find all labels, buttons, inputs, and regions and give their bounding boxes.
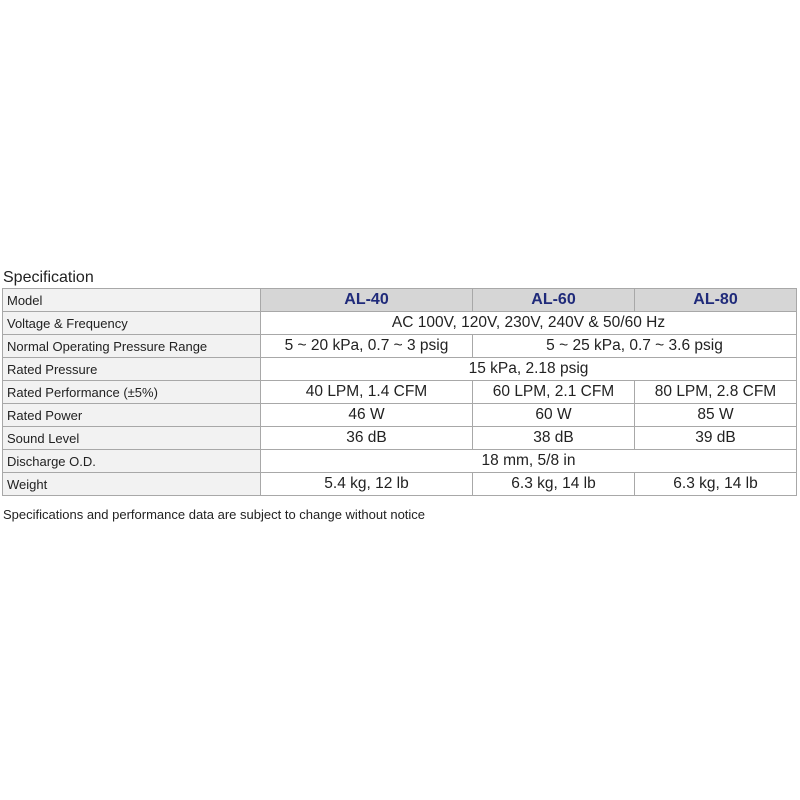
sound-level-al60: 38 dB — [473, 427, 635, 450]
rated-power-al60: 60 W — [473, 404, 635, 427]
table-row-discharge — [3, 450, 797, 473]
sound-level-label: Sound Level — [3, 427, 261, 450]
table-row-pressure-range — [3, 335, 797, 358]
weight-al40: 5.4 kg, 12 lb — [261, 473, 473, 496]
pressure-range-al40: 5 ~ 20 kPa, 0.7 ~ 3 psig — [261, 335, 473, 358]
model-label: Model — [3, 289, 261, 312]
table-row-model — [3, 289, 797, 312]
model-al60: AL-60 — [473, 289, 635, 312]
rated-performance-al60: 60 LPM, 2.1 CFM — [473, 381, 635, 404]
pressure-range-al60-al80: 5 ~ 25 kPa, 0.7 ~ 3.6 psig — [473, 335, 797, 358]
model-al40: AL-40 — [261, 289, 473, 312]
spec-table — [2, 288, 797, 496]
table-row-rated-pressure — [3, 358, 797, 381]
table-row-rated-power — [3, 404, 797, 427]
weight-al60: 6.3 kg, 14 lb — [473, 473, 635, 496]
discharge-value: 18 mm, 5/8 in — [261, 450, 797, 473]
discharge-label: Discharge O.D. — [3, 450, 261, 473]
pressure-range-label: Normal Operating Pressure Range — [3, 335, 261, 358]
rated-performance-al40: 40 LPM, 1.4 CFM — [261, 381, 473, 404]
rated-performance-label: Rated Performance (±5%) — [3, 381, 261, 404]
rated-power-label: Rated Power — [3, 404, 261, 427]
voltage-value: AC 100V, 120V, 230V, 240V & 50/60 Hz — [261, 312, 797, 335]
voltage-label: Voltage & Frequency — [3, 312, 261, 335]
rated-power-al40: 46 W — [261, 404, 473, 427]
footnote: Specifications and performance data are subject to change without notice — [3, 507, 426, 522]
spec-title: Specification — [3, 269, 94, 286]
model-al80: AL-80 — [635, 289, 797, 312]
table-row-voltage — [3, 312, 797, 335]
table-row-weight — [3, 473, 797, 496]
table-row-rated-performance — [3, 381, 797, 404]
rated-performance-al80: 80 LPM, 2.8 CFM — [635, 381, 797, 404]
table-row-sound-level — [3, 427, 797, 450]
weight-al80: 6.3 kg, 14 lb — [635, 473, 797, 496]
weight-label: Weight — [3, 473, 261, 496]
sound-level-al80: 39 dB — [635, 427, 797, 450]
sound-level-al40: 36 dB — [261, 427, 473, 450]
rated-pressure-label: Rated Pressure — [3, 358, 261, 381]
rated-pressure-value: 15 kPa, 2.18 psig — [261, 358, 797, 381]
rated-power-al80: 85 W — [635, 404, 797, 427]
